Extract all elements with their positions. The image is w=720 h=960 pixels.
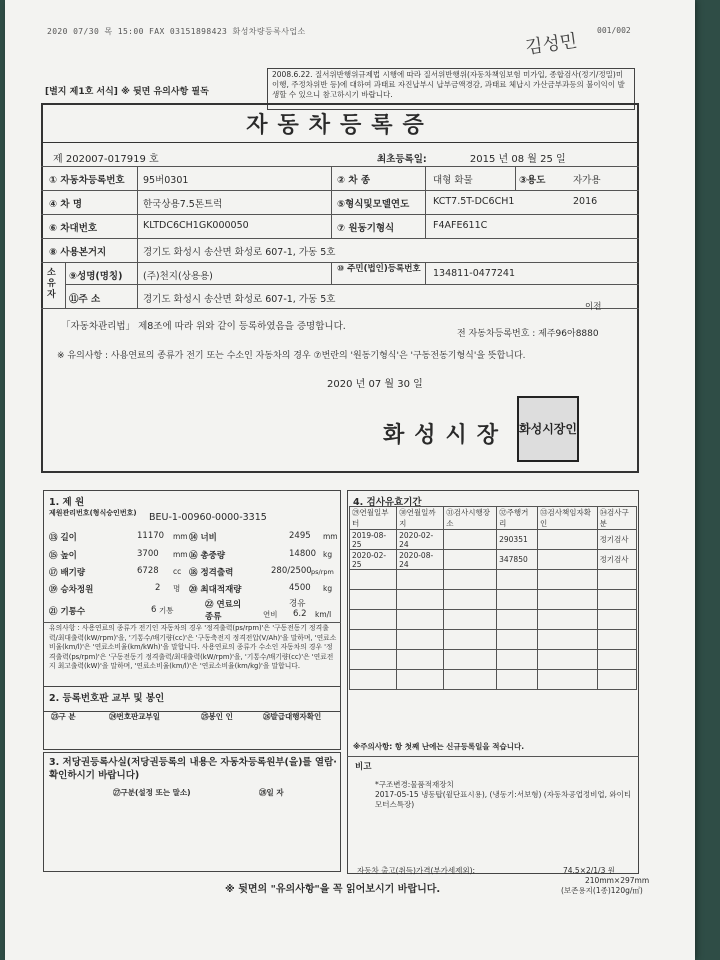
fuel-value: 경유 <box>289 599 306 609</box>
divider <box>41 190 639 191</box>
type-value: 대형 화물 <box>433 175 473 186</box>
engine-value: F4AFE611C <box>433 220 488 231</box>
header-cell: ㉜주행거리 <box>497 507 538 530</box>
divider <box>137 166 138 308</box>
previous-registration-number: 전 자동차등록번호 : 제주96아8880 <box>457 329 599 339</box>
seat-unit: 명 <box>173 584 181 593</box>
cylinder-value: 6 <box>151 605 157 615</box>
header-cell: ㉞검사구분 <box>597 507 636 530</box>
weight-value: 14800 <box>289 549 317 559</box>
km-cell: 347850 <box>497 550 538 570</box>
name-label: ④ 차 명 <box>49 199 83 210</box>
fuel-label: ㉒ 연료의 종류 <box>205 600 242 622</box>
owner-label: 소유자 <box>47 268 56 300</box>
penalty-notice: 2008.6.22. 질서위반행위규제법 시행에 따라 질서위반행위(자동차책임보험 미가입, 종합검사(정기/정밀)미이행, 주정차위반 등)에 대하여 과태료 자진납부시 납부금액경감, 과태료 체납시 가산금부과등의 불이익이 발생할 수 있으니 참고하시기 바랍니다. <box>267 68 635 110</box>
owner-id-value: 134811-0477241 <box>433 268 516 279</box>
divider <box>41 262 639 263</box>
divider <box>65 284 639 285</box>
header-cell: ㉚연월일까지 <box>397 507 444 530</box>
use-label: ③용도 <box>519 175 546 186</box>
remark-label: 비고 <box>355 762 372 772</box>
vin-label: ⑥ 차대번호 <box>49 223 98 234</box>
owner-name-value: (주)천지(상용용) <box>143 271 213 282</box>
inspection-table <box>349 506 637 690</box>
height-value: 3700 <box>137 549 159 559</box>
table-row <box>350 670 637 690</box>
price-label: 자동차 출고(취득)가격(부가세제외): <box>357 866 476 875</box>
length-value: 11170 <box>137 531 165 541</box>
divider <box>425 166 426 238</box>
reg-no-suffix: 호 <box>149 154 159 165</box>
official-seal: 화성시장인 <box>517 396 579 462</box>
reg-no-label: 제 <box>53 154 63 165</box>
first-reg-value: 2015 년 08 월 25 일 <box>469 154 566 165</box>
check-cell <box>538 530 598 550</box>
form-note: ※ 뒷면 유의사항 필독 <box>121 87 209 97</box>
displacement-value: 6728 <box>137 566 159 576</box>
divider <box>425 262 426 284</box>
spec-code-value: BEU-1-00960-0000-3315 <box>149 512 267 523</box>
specs-note: 유의사항 : 사용연료의 종류가 전기인 자동차의 경우 '정격출력(ps/rpm)'은 '구동전동기 정격출력/최대출력(kW/rpm)'을, '기통수/배기량(cc)'은 '구동축전지 정격전압(V/Ah)'을 말하며, '연료소비율(km/l)'은 '연료소비율(km/kWh)'을 말합니다. 사용연료의 종류가 수소인 자동차의 경우 '정격출력(ps/rpm)'은 '구동전동기 정격출력/최대출력(kW/rpm)'을, '기통수/배기량(cc)'은 '연료전지 최고출력(kW)'을 말하며, '연료소비율(km/l)'은 '연료소비율(km/kg)'을 말합니다. <box>49 624 337 670</box>
car-no-label: ① 자동차등록번호 <box>49 175 125 186</box>
document-title: 자동차등록증 <box>246 113 434 138</box>
spec-code-label: 제원관리번호(형식승인번호) <box>49 509 137 517</box>
from-cell: 2020-02-25 <box>350 550 397 570</box>
to-cell: 2020-08-24 <box>397 550 444 570</box>
certification-text: 「자동차관리법」 제8조에 따라 위와 같이 등록하였음을 증명합니다. <box>61 321 346 332</box>
table-row <box>350 630 637 650</box>
table-row <box>350 610 637 630</box>
kind-cell: 정기검사 <box>597 550 636 570</box>
reg-no-value: 202007-017919 <box>65 154 146 165</box>
table-row <box>350 650 637 670</box>
first-registration-date <box>377 150 566 165</box>
load-value: 4500 <box>289 583 311 593</box>
width-value: 2495 <box>289 531 311 541</box>
car-no-value: 95버0301 <box>143 175 189 186</box>
handwritten-signature: 김성민 <box>524 30 579 59</box>
seat-label: ⑲ 승차정원 <box>49 585 94 595</box>
issuer-city: 화성시장 <box>383 423 509 448</box>
caution-text: ※ 유의사항 : 사용연료의 종류가 전기 또는 수소인 자동차의 경우 ⑦번란의 '원동기형식'은 '구동전동기형식'을 뜻합니다. <box>57 351 526 361</box>
place-cell <box>444 550 497 570</box>
divider <box>515 166 516 190</box>
model-value: KCT7.5T-DC6CH1 <box>433 196 515 207</box>
load-unit: kg <box>323 584 333 593</box>
plate-col-agent: ㉖발급대행자확인 <box>263 712 322 721</box>
previous-label: 이전 <box>585 302 602 312</box>
efficiency-label: 연비 <box>263 610 278 619</box>
divider <box>331 166 332 238</box>
model-year: 2016 <box>573 196 598 207</box>
height-unit: mm <box>173 550 188 559</box>
specs-title: 1. 제 원 <box>49 497 85 508</box>
model-label: ⑤형식및모델연도 <box>337 199 410 210</box>
price-value: 74.5×2/1/3 원 <box>563 866 615 875</box>
fax-header: 2020 07/30 목 15:00 FAX 03151898423 화성차량등록사업소 <box>47 27 306 36</box>
seat-value: 2 <box>155 583 161 593</box>
issue-date: 2020 년 07 월 30 일 <box>327 379 423 390</box>
form-number <box>45 84 209 97</box>
header-cell: ㉛검사시행장소 <box>444 507 497 530</box>
place-cell <box>444 530 497 550</box>
from-cell: 2019-08-25 <box>350 530 397 550</box>
weight-unit: kg <box>323 550 333 559</box>
header-cell: ㉝검사책임자확인 <box>538 507 598 530</box>
owner-name-label: ⑨성명(명칭) <box>69 271 123 282</box>
divider <box>65 262 66 308</box>
use-value: 자가용 <box>573 175 601 186</box>
header-cell: ㉙연월일부터 <box>350 507 397 530</box>
address-value: 경기도 화성시 송산면 화성로 607-1, 가동 5호 <box>143 294 336 305</box>
mortgage-col-date: ㉘일 자 <box>259 788 284 797</box>
paper-type: (보존용지(1종)120g/㎡) <box>561 886 643 895</box>
divider <box>41 238 639 239</box>
first-reg-label: 최초등록일: <box>377 154 427 165</box>
inspection-title: 4. 검사유효기간 <box>353 497 422 508</box>
inspection-caution: ※주의사항: 항 첫째 난에는 신규등록일을 적습니다. <box>353 742 525 751</box>
efficiency-value: 6.2 <box>293 609 307 619</box>
footer-note: ※ 뒷면의 "유의사항"을 꼭 읽어보시기 바랍니다. <box>225 884 441 895</box>
location-value: 경기도 화성시 송산면 화성로 607-1, 가동 5호 <box>143 247 336 258</box>
divider <box>41 166 639 167</box>
width-unit: mm <box>323 532 338 541</box>
divider <box>331 262 332 284</box>
form-number-label: [별지 제1호 서식] <box>45 87 118 97</box>
displacement-unit: cc <box>173 567 182 576</box>
fax-page-number: 001/002 <box>597 26 631 35</box>
registration-number <box>53 150 159 165</box>
plate-col-seal: ㉕봉인 인 <box>201 712 233 721</box>
mortgage-col-kind: ㉗구분(설정 또는 말소) <box>113 788 191 797</box>
cylinder-label: ㉑ 기통수 <box>49 607 86 617</box>
power-label: ⑱ 정격출력 <box>189 568 234 578</box>
power-unit: ps/rpm <box>311 568 334 576</box>
to-cell: 2020-02-24 <box>397 530 444 550</box>
table-row <box>350 570 637 590</box>
location-label: ⑧ 사용본거지 <box>49 247 107 258</box>
divider <box>347 756 639 757</box>
divider <box>41 214 639 215</box>
km-cell: 290351 <box>497 530 538 550</box>
address-label: ⑪주 소 <box>69 294 101 305</box>
width-label: ⑭ 너비 <box>189 533 217 543</box>
height-label: ⑮ 높이 <box>49 551 77 561</box>
name-value: 한국상용7.5톤트럭 <box>143 199 223 210</box>
inspection-header-row <box>350 507 637 530</box>
length-unit: mm <box>173 532 188 541</box>
mortgage-title: 3. 저당권등록사실(저당권등록의 내용은 자동차등록원부(을)를 열람·확인하시기 바랍니다) <box>49 757 337 781</box>
remark-text: *구조변경:물품적재장치 2017-05-15 냉동탑(윌단표시용), (냉동기:서보형) (자동차공업정비업, 와이티모터스특장) <box>375 780 632 809</box>
efficiency-unit: km/l <box>315 610 332 619</box>
kind-cell: 정기검사 <box>597 530 636 550</box>
power-value: 280/2500 <box>271 566 312 576</box>
owner-id-label: ⑩ 주민(법인)등록번호 <box>337 264 421 274</box>
table-row <box>350 550 637 570</box>
plate-title: 2. 등록번호판 교부 및 봉인 <box>49 693 165 704</box>
table-row <box>350 530 637 550</box>
type-label: ② 차 종 <box>337 175 371 186</box>
divider <box>43 622 341 623</box>
engine-label: ⑦ 원동기형식 <box>337 223 395 234</box>
paper-size: 210mm×297mm <box>585 876 650 885</box>
plate-col-kind: ㉓구 분 <box>51 712 76 721</box>
table-row <box>350 590 637 610</box>
divider <box>41 308 639 309</box>
plate-col-date: ㉔번호판교부일 <box>109 712 160 721</box>
length-label: ⑬ 길이 <box>49 533 77 543</box>
document-paper <box>5 0 695 960</box>
weight-label: ⑯ 총중량 <box>189 551 226 561</box>
check-cell <box>538 550 598 570</box>
divider <box>41 142 639 143</box>
cylinder-unit: 기통 <box>159 606 174 615</box>
displacement-label: ⑰ 배기량 <box>49 568 86 578</box>
vin-value: KLTDC6CH1GK000050 <box>143 220 249 231</box>
load-label: ⑳ 최대적재량 <box>189 585 242 595</box>
